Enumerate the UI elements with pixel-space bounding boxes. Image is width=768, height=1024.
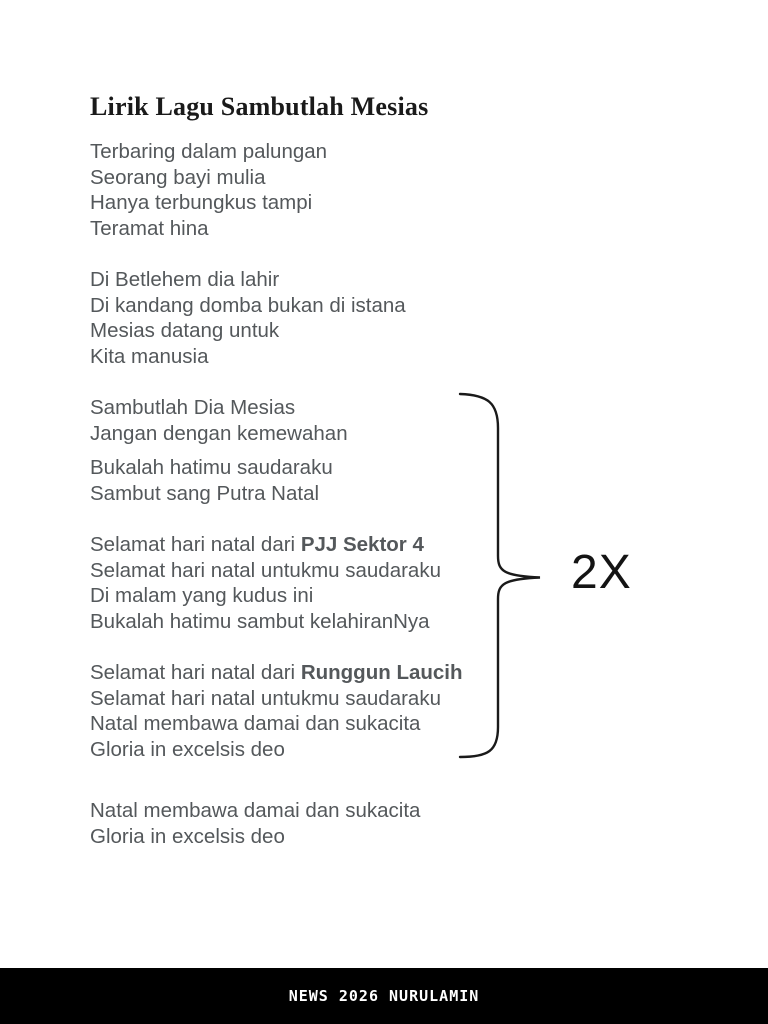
lyric-line bbox=[90, 267, 530, 293]
lyric-segment-bold: PJJ Sektor 4 bbox=[300, 533, 424, 556]
lyric-segment: Natal membawa damai dan sukacita bbox=[90, 799, 421, 822]
lyric-segment: Natal membawa damai dan sukacita bbox=[90, 712, 421, 735]
lyric-segment: Jangan dengan kemewahan bbox=[90, 421, 348, 445]
repeat-brace bbox=[450, 388, 550, 766]
lyric-line bbox=[90, 139, 530, 165]
stanza bbox=[90, 139, 530, 241]
lyric-segment: Teramat hina bbox=[90, 216, 209, 240]
lyric-segment: Sambutlah Dia Mesias bbox=[90, 396, 296, 419]
brace-path bbox=[460, 394, 540, 757]
lyric-line bbox=[90, 798, 530, 824]
lyric-segment: Selamat hari natal dari bbox=[90, 661, 301, 684]
lyric-line bbox=[90, 190, 530, 216]
lyric-segment: Kita manusia bbox=[90, 344, 209, 368]
repeat-count-label: 2X bbox=[571, 546, 632, 599]
lyric-segment: Selamat hari natal untukmu saudaraku bbox=[90, 686, 441, 710]
watermark-bar bbox=[0, 968, 768, 1024]
page-title: Lirik Lagu Sambutlah Mesias bbox=[90, 92, 429, 121]
lyric-segment: Di kandang domba bukan di istana bbox=[90, 293, 406, 317]
lyric-segment: Di Betlehem dia lahir bbox=[90, 268, 280, 291]
watermark-text: NEWS 2026 NURULAMIN bbox=[288, 987, 480, 1005]
lyric-segment: Seorang bayi mulia bbox=[90, 165, 266, 189]
lyric-line bbox=[90, 216, 530, 242]
lyric-segment: Hanya terbungkus tampi bbox=[90, 191, 313, 214]
lyric-line bbox=[90, 318, 530, 344]
lyric-segment: Selamat hari natal untukmu saudaraku bbox=[90, 558, 441, 582]
lyric-segment: Di malam yang kudus ini bbox=[90, 584, 314, 607]
lyric-line bbox=[90, 165, 530, 191]
lyric-segment: Mesias datang untuk bbox=[90, 319, 280, 342]
lyric-line bbox=[90, 344, 530, 370]
lyric-segment: Gloria in excelsis deo bbox=[90, 824, 285, 848]
lyric-segment: Sambut sang Putra Natal bbox=[90, 481, 320, 505]
lyric-line bbox=[90, 293, 530, 319]
stanza bbox=[90, 798, 530, 849]
lyric-segment: Selamat hari natal dari bbox=[90, 533, 301, 556]
lyric-segment: Gloria in excelsis deo bbox=[90, 737, 285, 761]
lyric-segment-bold: Runggun Laucih bbox=[300, 661, 463, 684]
lyric-segment: Bukalah hatimu sambut kelahiranNya bbox=[90, 609, 430, 633]
lyric-segment: Terbaring dalam palungan bbox=[90, 140, 328, 163]
lyric-segment: Bukalah hatimu saudaraku bbox=[90, 456, 333, 479]
stanza bbox=[90, 267, 530, 369]
lyric-line bbox=[90, 824, 530, 850]
